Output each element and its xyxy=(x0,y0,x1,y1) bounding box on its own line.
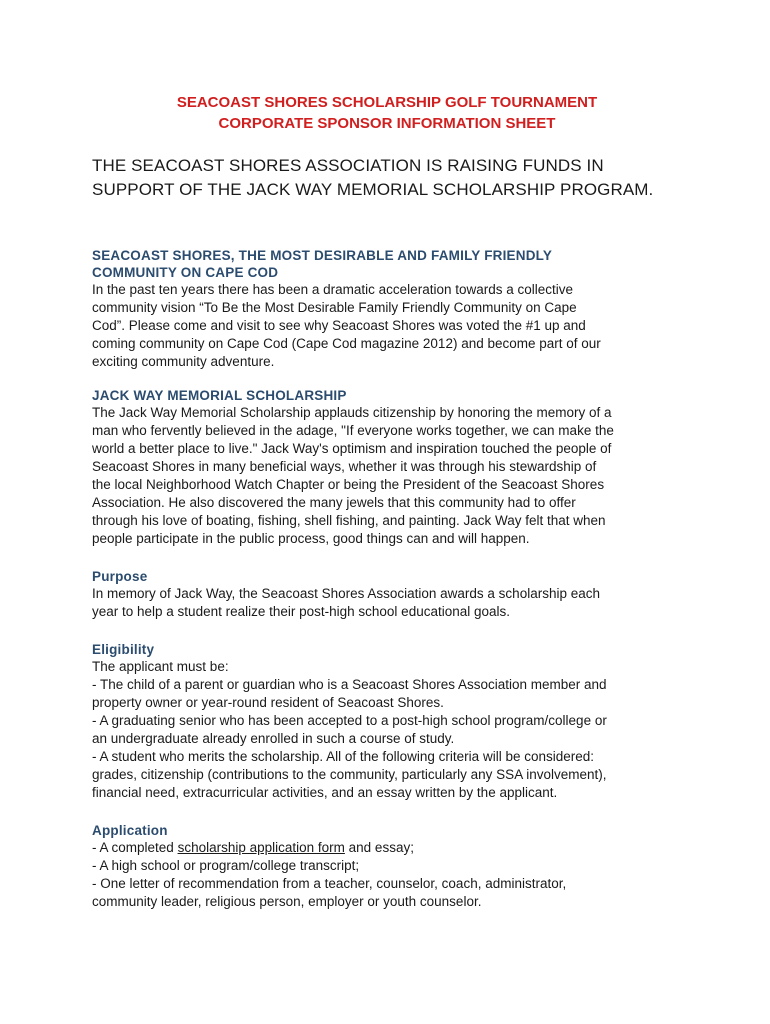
scholarship-application-form-link[interactable]: scholarship application form xyxy=(177,840,345,855)
scholarship-section xyxy=(92,387,682,548)
paragraph-line: exciting community adventure. xyxy=(92,354,275,369)
community-section xyxy=(92,247,682,371)
paragraph-line: grades, citizenship (contributions to the community, particularly any SSA involvement), xyxy=(92,767,607,782)
application-item: - A high school or program/college transcript; xyxy=(92,858,360,873)
paragraph-line: Cod”. Please come and visit to see why Seacoast Shores was voted the #1 up and xyxy=(92,318,586,333)
community-heading-line-2: COMMUNITY ON CAPE COD xyxy=(92,265,279,280)
paragraph-line: man who fervently believed in the adage, "If everyone works together, we can make the xyxy=(92,423,614,438)
scholarship-paragraph xyxy=(92,404,682,548)
application-list xyxy=(92,839,682,911)
intro-line-2: SUPPORT OF THE JACK WAY MEMORIAL SCHOLARSHIP PROGRAM. xyxy=(92,180,654,199)
paragraph-line: - The child of a parent or guardian who is a Seacoast Shores Association member and xyxy=(92,677,607,692)
paragraph-line: - A graduating senior who has been accepted to a post-high school program/college or xyxy=(92,713,607,728)
purpose-paragraph xyxy=(92,585,682,621)
paragraph-line: In memory of Jack Way, the Seacoast Shores Association awards a scholarship each xyxy=(92,586,600,601)
paragraph-line: people participate in the public process, good things can and will happen. xyxy=(92,531,530,546)
purpose-section xyxy=(92,568,682,621)
application-item-suffix: and essay; xyxy=(344,840,414,855)
eligibility-section xyxy=(92,641,682,802)
paragraph-line: the local Neighborhood Watch Chapter or being the President of the Seacoast Shores xyxy=(92,477,605,492)
community-heading xyxy=(92,247,682,281)
application-heading: Application xyxy=(92,823,168,838)
intro-statement xyxy=(92,154,682,202)
paragraph-line: year to help a student realize their post-high school educational goals. xyxy=(92,604,511,619)
application-item-prefix: - A completed xyxy=(92,840,178,855)
paragraph-line: coming community on Cape Cod (Cape Cod magazine 2012) and become part of our xyxy=(92,336,601,351)
paragraph-line: world a better place to live." Jack Way's optimism and inspiration touched the people of xyxy=(92,441,612,456)
application-item xyxy=(92,839,682,857)
application-item: community leader, religious person, employer or youth counselor. xyxy=(92,894,482,909)
scholarship-heading: JACK WAY MEMORIAL SCHOLARSHIP xyxy=(92,388,347,403)
document-title xyxy=(92,92,682,134)
paragraph-line: The applicant must be: xyxy=(92,659,229,674)
paragraph-line: through his love of boating, fishing, shell fishing, and painting. Jack Way felt that when xyxy=(92,513,606,528)
paragraph-line: Association. He also discovered the many jewels that this community had to offer xyxy=(92,495,576,510)
application-item: - One letter of recommendation from a teacher, counselor, coach, administrator, xyxy=(92,876,567,891)
paragraph-line: Seacoast Shores in many beneficial ways, whether it was through his stewardship of xyxy=(92,459,597,474)
title-line-1: SEACOAST SHORES SCHOLARSHIP GOLF TOURNAMENT xyxy=(176,94,598,111)
paragraph-line: an undergraduate already enrolled in such a course of study. xyxy=(92,731,455,746)
paragraph-line: In the past ten years there has been a dramatic acceleration towards a collective xyxy=(92,282,574,297)
community-paragraph xyxy=(92,281,682,371)
paragraph-line: - A student who merits the scholarship. All of the following criteria will be considered: xyxy=(92,749,594,764)
paragraph-line: community vision “To Be the Most Desirable Family Friendly Community on Cape xyxy=(92,300,577,315)
paragraph-line: financial need, extracurricular activities, and an essay written by the applicant. xyxy=(92,785,558,800)
eligibility-heading: Eligibility xyxy=(92,642,155,657)
intro-line-1: THE SEACOAST SHORES ASSOCIATION IS RAISING FUNDS IN xyxy=(92,156,604,175)
application-section xyxy=(92,822,682,911)
eligibility-paragraph xyxy=(92,658,682,802)
document-page xyxy=(92,92,682,911)
purpose-heading: Purpose xyxy=(92,569,148,584)
paragraph-line: property owner or year-round resident of Seacoast Shores. xyxy=(92,695,444,710)
title-line-2: CORPORATE SPONSOR INFORMATION SHEET xyxy=(218,115,556,132)
paragraph-line: The Jack Way Memorial Scholarship applauds citizenship by honoring the memory of a xyxy=(92,405,612,420)
community-heading-line-1: SEACOAST SHORES, THE MOST DESIRABLE AND FAMILY FRIENDLY xyxy=(92,248,553,263)
